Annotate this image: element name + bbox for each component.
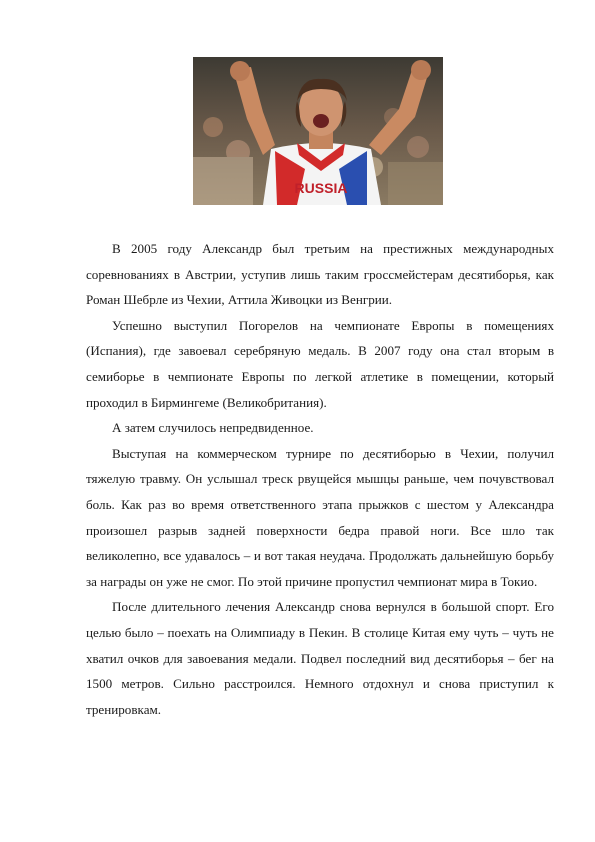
paragraph: А затем случилось непредвиденное. [112,420,314,436]
paragraph: В 2005 году Александр был третьим на престижных международных соревнованиях в Австрии, уступив лишь таким гроссмейстерам десятиборья, как Роман Шебрле из Чехии, Аттила Живоцки из Венгрии. [86,241,554,308]
athlete-photo [193,57,443,205]
paragraph: После длительного лечения Александр снова вернулся в большой спорт. Его целью было – поехать на Олимпиаду в Пекин. В столице Китая ему чуть – чуть не хватил очков для завоевания медали. Подвел последний вид десятиборья – бег на 1500 метров. Сильно расстроился. Немного отдохнул и снова приступил к тренировкам. [86,599,554,717]
paragraph: Выступая на коммерческом турнире по десятиборью в Чехии, получил тяжелую травму. Он услышал треск рвущейся мышцы раньше, чем почувствовал боль. Как раз во время ответственного этапа прыжков с шестом у Александра произошел разрыв задней поверхности бедра правой ноги. Все шло так великолепно, все удавалось – и вот такая неудача. Продолжать дальнейшую борьбу за награды он уже не смог. По этой причине пропустил чемпионат мира в Токио. [86,445,554,589]
article-body [86,236,554,722]
paragraph: Успешно выступил Погорелов на чемпионате Европы в помещениях (Испания), где завоевал серебряную медаль. В 2007 году она стал вторым в семиборье в чемпионате Европы по легкой атлетике в помещении, который проходил в Бирмингеме (Великобритания). [86,317,554,410]
svg-text:RUSSIA: RUSSIA [294,180,348,196]
